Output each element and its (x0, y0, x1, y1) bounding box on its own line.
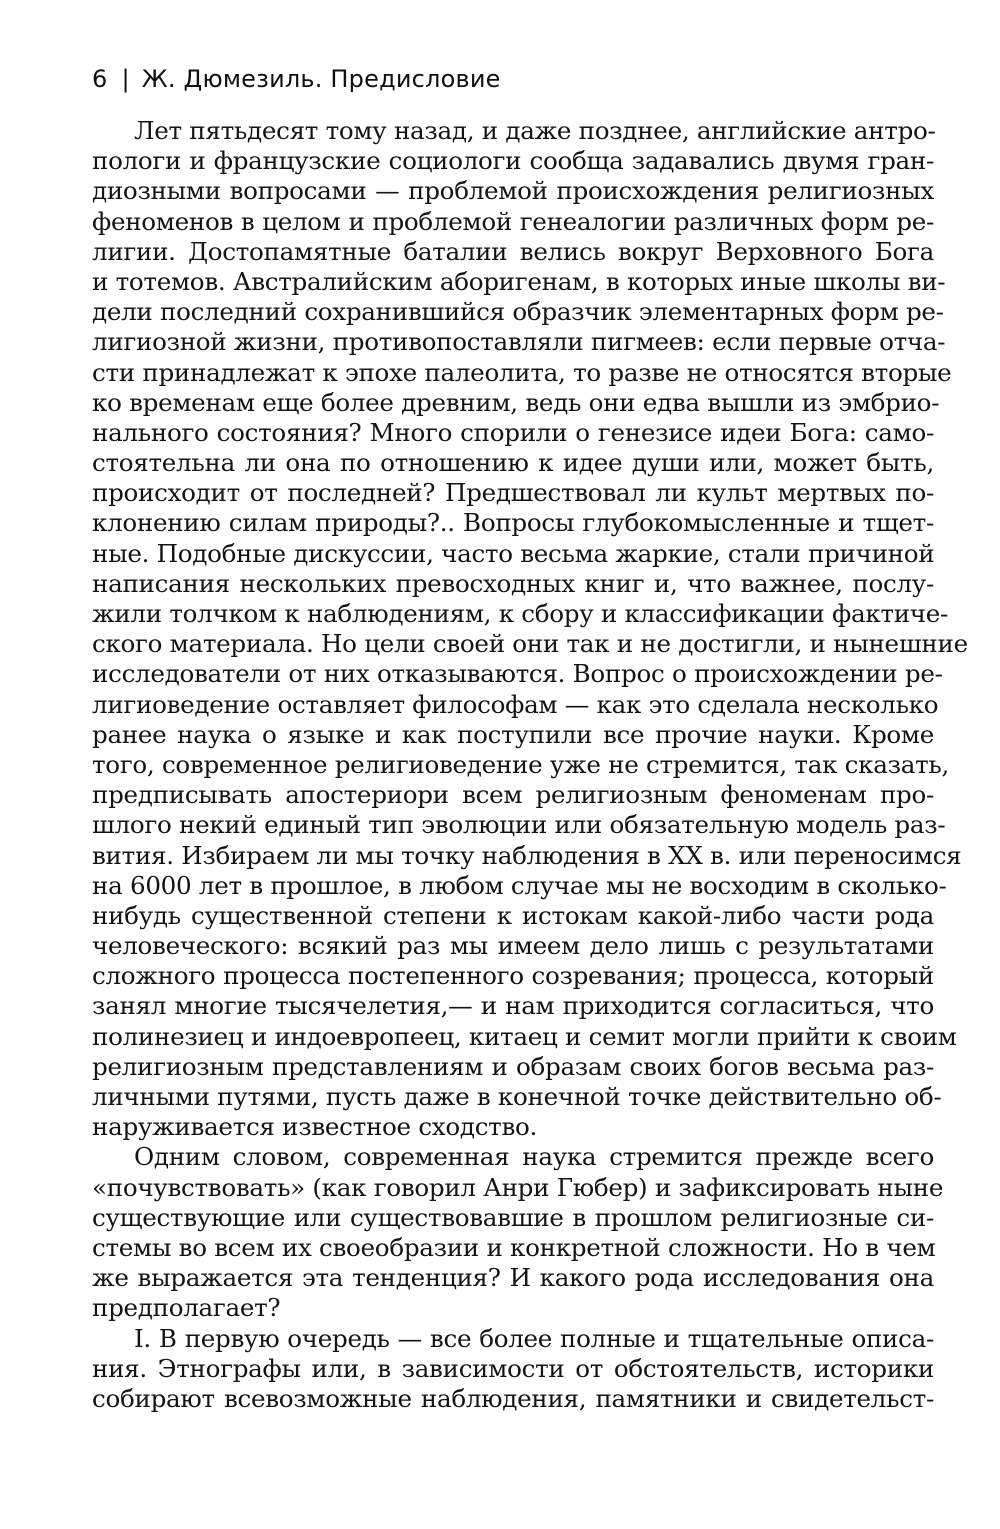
text-line: же выражается эта тенденция? И какого рода исследования она (92, 1263, 934, 1293)
text-line: на 6000 лет в прошлое, в любом случае мы не восходим в сколько- (92, 870, 947, 900)
text-line: ского материала. Но цели своей они так и не достигли, и нынешние (92, 629, 968, 659)
text-line: лигиозной жизни, противопоставляли пигмеев: если первые отча- (92, 327, 946, 357)
text-line: дели последний сохранившийся образчик элементарных форм ре- (92, 297, 944, 327)
text-line: происходит от последней? Предшествовал ли культ мертвых по- (92, 478, 934, 508)
text-line: клонению силам природы?.. Вопросы глубокомысленные и тщет- (92, 508, 934, 538)
text-line: Одним словом, современная наука стремится прежде всего (134, 1142, 934, 1172)
text-line: сти принадлежат к эпохе палеолита, то разве не относятся вторые (92, 357, 952, 387)
text-line: пологи и французские социологи сообща задавались двумя гран- (92, 146, 934, 176)
text-line: человеческого: всякий раз мы имеем дело лишь с результатами (92, 931, 934, 961)
text-line: написания нескольких превосходных книг и, что важнее, послу- (92, 568, 934, 598)
text-line: жили толчком к наблюдениям, к сбору и классификации фактиче- (92, 599, 949, 628)
text-line: личными путями, пусть даже в конечной точке действительно об- (92, 1082, 942, 1111)
running-head (92, 62, 934, 96)
text-line: стоятельна ли она по отношению к идее души или, может быть, (92, 448, 934, 478)
text-line: диозными вопросами — проблемой происхождения религиозных (92, 176, 934, 206)
text-line: ные. Подобные дискуссии, часто весьма жаркие, стали причиной (92, 538, 935, 568)
text-line: ния. Этнографы или, в зависимости от обстоятельств, историки (92, 1353, 934, 1383)
text-line: нибудь существенной степени к истокам какой-либо части рода (92, 900, 934, 930)
text-line: существующие или существовавшие в прошлом религиозные си- (92, 1202, 934, 1232)
running-title: Ж. Дюмезиль. Предисловие (141, 65, 501, 93)
text-line: религиозным представлениям и образам своих богов весьма раз- (92, 1051, 934, 1081)
text-line: ко временам еще более древним, ведь они едва вышли из эмбрио- (92, 387, 940, 417)
text-line: и тотемов. Австралийским аборигенам, в которых иные школы ви- (92, 266, 946, 296)
text-line: феноменов в целом и проблемой генеалогии различных форм ре- (92, 206, 934, 236)
text-line: лигии. Достопамятные баталии велись вокруг Верховного Бога (92, 236, 934, 266)
paragraph (92, 1142, 944, 1323)
text-line: сложного процесса постепенного созревания; процесса, который (92, 961, 934, 991)
paragraph (92, 1324, 934, 1415)
page-number: 6 (92, 65, 108, 93)
text-line: шлого некий единый тип эволюции или обязательную модель раз- (92, 810, 946, 840)
header-separator: | (121, 65, 130, 93)
text-line: предполагает? (92, 1293, 281, 1323)
text-line: «почувствовать» (как говорил Анри Гюбер) и зафиксировать ныне (92, 1172, 944, 1202)
text-line: лигиоведение оставляет философам — как это сделала несколько (92, 689, 939, 719)
text-line: предписывать апостериори всем религиозным феноменам про- (92, 780, 934, 810)
text-line: собирают всевозможные наблюдения, памятники и свидетельст- (92, 1383, 934, 1413)
book-page (92, 62, 968, 1414)
text-line: Лет пятьдесят тому назад, и даже позднее, английские антро- (134, 116, 936, 145)
paragraph (92, 116, 968, 1142)
text-line: I. В первую очередь — все более полные и тщательные описа- (134, 1323, 934, 1353)
text-line: полинезиец и индоевропеец, китаец и семит могли прийти к своим (92, 1021, 957, 1051)
body-text (92, 116, 968, 1414)
text-line: стемы во всем их своеобразии и конкретной сложности. Но в чем (92, 1232, 936, 1262)
text-line: нального состояния? Много спорили о генезисе идеи Бога: само- (92, 417, 934, 447)
text-line: того, современное религиоведение уже не стремится, так сказать, (92, 749, 949, 779)
text-line: занял многие тысячелетия,— и нам приходится согласиться, что (92, 991, 934, 1021)
text-line: наруживается известное сходство. (92, 1112, 538, 1142)
text-line: ранее наука о языке и как поступили все прочие науки. Кроме (92, 719, 934, 749)
text-line: исследователи от них отказываются. Вопрос о происхождении ре- (92, 659, 943, 689)
text-line: вития. Избираем ли мы точку наблюдения в XX в. или переносимся (92, 840, 962, 870)
